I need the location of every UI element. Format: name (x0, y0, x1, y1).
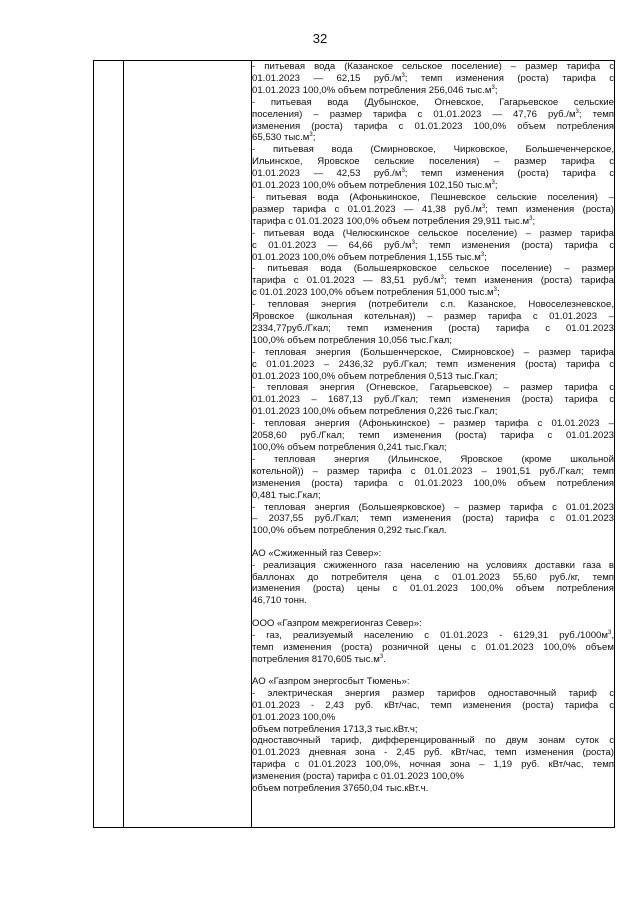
text-line: одноставочный тариф, дифференцированный по двум зонам суток с (252, 735, 614, 747)
text-line: котельной)) – размер тарифа с 01.01.2023 – 1901,51 руб./Гкал; темп (252, 465, 614, 477)
paragraph (252, 548, 614, 560)
paragraph-gap (252, 537, 614, 548)
text-line: размер тарифа с 01.01.2023 — 41,38 $руб./м^3$; темп изменения (роста) (252, 203, 614, 215)
text-line: с 01.01.2023 – 2436,32 руб./Гкал; темп изменения (роста) тарифа с (252, 358, 614, 370)
text-line: 01.01.2023 100,0% объем потребления 102,150 $тыс.м^3$; (252, 180, 498, 192)
paragraph (252, 144, 614, 192)
text-line: 2058,60 руб./Гкал; темп изменения (роста) тарифа с 01.01.2023 (252, 430, 614, 442)
number-cell (94, 61, 124, 828)
text-line: - питьевая вода (Дубынское, Огневское, Гагарьевское сельские (252, 96, 614, 108)
paragraph (252, 228, 614, 264)
text-line: - питьевая вода (Афонькинское, Пешневское сельские поселения) – (252, 191, 614, 203)
text-line: изменения (роста) цены с 01.01.2023 100,0% объем потребления (252, 583, 614, 595)
text-line: 2334,77руб./Гкал; темп изменения (роста) тарифа с 01.01.2023 (252, 322, 614, 334)
text-line: 100,0% объем потребления 10,056 тыс.Гкал; (252, 334, 453, 346)
table-row (94, 61, 615, 828)
text-line: потребления 8170,605 $тыс.м^3$. (252, 653, 386, 665)
text-line: 01.01.2023 — 42,53 $руб./м^3$; темп изменения (роста) тарифа с (252, 168, 614, 180)
text-line: тарифа с 01.01.2023 — 83,51 $руб./м^3$; темп изменения (роста) тарифа (252, 275, 614, 287)
text-line: 01.01.2023 100,0% объем потребления 256,046 $тыс.м^3$; (252, 84, 498, 96)
text-line: - питьевая вода (Смирновское, Чирковское, Большеченчерское, (252, 144, 614, 156)
paragraph (252, 61, 614, 97)
text-line: баллонах до потребителя цена с 01.01.2023 55,60 руб./кг, темп (252, 571, 614, 583)
tariff-description-cell (252, 61, 615, 828)
text-line: - тепловая энергия (Большеярковское) – размер тарифа с 01.01.2023 (252, 501, 614, 513)
measure-cell (124, 61, 252, 828)
paragraph (252, 418, 614, 454)
text-line: объем потребления 1713,3 тыс.кВт.ч; (252, 723, 418, 735)
text-line: - тепловая энергия (Большенчерское, Смирновское) – размер тарифа (252, 346, 614, 358)
text-line: Ильинское, Яровское сельские поселения) – размер тарифа с (252, 156, 614, 168)
text-line: 65,530 $тыс.м^3$; (252, 132, 316, 144)
paragraph (252, 676, 614, 688)
text-line: изменения (роста) тарифа с 01.01.2023 100,0% объем потребления (252, 477, 614, 489)
text-line: объем потребления 37650,04 тыс.кВт.ч. (252, 783, 429, 795)
text-line: - питьевая вода (Челюскинское сельское поселение) – размер тарифа (252, 227, 614, 239)
text-line: 100,0% объем потребления 0,241 тыс.Гкал; (252, 442, 447, 453)
text-line: - тепловая энергия (Афонькинское) – размер тарифа с 01.01.2023 – (252, 418, 614, 430)
paragraph-gap (252, 607, 614, 618)
text-line: 01.01.2023 100,0% (252, 711, 336, 723)
text-line: поселения) – размер тарифа с 01.01.2023 — 47,76 $руб./м^3$; темп (252, 108, 614, 120)
text-line: 0,481 тыс.Гкал; (252, 489, 321, 501)
text-line: - реализация сжиженного газа населению на условиях доставки газа в (252, 559, 614, 571)
text-line: - электрическая энергия размер тарифов одноставочный тариф с (252, 687, 614, 699)
text-line: изменения (роста) тарифа с 01.01.2023 100,0% объем потребления (252, 120, 614, 132)
text-line: АО «Сжиженный газ Север»: (252, 547, 382, 559)
text-line: Яровское (школьная котельная)) – размер тарифа с 01.01.2023 – (252, 311, 614, 323)
text-line: тарифа с 01.01.2023 100,0%, ночная зона – 1,19 руб. кВт/час, темп (252, 759, 614, 771)
text-line: 01.01.2023 дневная зона - 2,45 руб. кВт/час, темп изменения (роста) (252, 747, 614, 759)
text-line: 01.01.2023 – 1687,13 руб./Гкал; темп изменения (роста) тарифа с (252, 394, 614, 406)
text-line: - питьевая вода (Большеярковское сельское поселение) – размер (252, 263, 614, 275)
text-line: с 01.01.2023 — 64,66 $руб./м^3$; темп изменения (роста) тарифа с (252, 239, 614, 251)
text-line: темп изменения (роста) розничной цены с 01.01.2023 100,0% объем (252, 641, 614, 653)
paragraph (252, 735, 614, 783)
page-number: 32 (312, 31, 328, 46)
text-line: ООО «Газпром межрегионгаз Север»: (252, 617, 422, 629)
paragraph (252, 299, 614, 347)
paragraph-gap (252, 665, 614, 676)
text-line: изменения (роста) тарифа с 01.01.2023 100,0% (252, 771, 464, 783)
paragraph (252, 382, 614, 418)
text-line: 100,0% объем потребления 0,292 тыс.Гкал. (252, 525, 447, 537)
text-line: с 01.01.2023 100,0% объем потребления 51,000 $тыс.м^3$; (252, 287, 500, 299)
paragraph (252, 347, 614, 383)
paragraph (252, 783, 614, 795)
text-line: 46,710 тонн. (252, 595, 307, 607)
paragraph (252, 688, 614, 724)
text-line: 01.01.2023 100,0% объем потребления 0,226 тыс.Гкал; (252, 406, 498, 418)
text-line: 01.01.2023 100,0% объем потребления 0,513 тыс.Гкал; (252, 370, 498, 382)
paragraph (252, 724, 614, 736)
tariff-table (93, 60, 615, 828)
paragraph (252, 263, 614, 299)
text-line: тарифа с 01.01.2023 100,0% объем потребления 29,911 $тыс.м^3$; (252, 215, 536, 227)
text-line: АО «Газпром энергосбыт Тюмень»: (252, 675, 410, 687)
paragraph (252, 618, 614, 630)
text-line: – 2037,55 руб./Гкал; темп изменения (роста) тарифа с 01.01.2023 (252, 513, 614, 525)
paragraph (252, 560, 614, 608)
paragraph (252, 192, 614, 228)
text-line: - газ, реализуемый населению с 01.01.2023 - 6129,31 $руб./1000м^3$, (252, 629, 614, 641)
text-line: 01.01.2023 - 2,43 руб. кВт/час, темп изменения (роста) тарифа с (252, 699, 614, 711)
paragraph (252, 502, 614, 538)
text-line: - тепловая энергия (Ильинское, Яровское (кроме школьной (252, 453, 614, 465)
paragraph (252, 454, 614, 502)
text-line: 01.01.2023 100,0% объем потребления 1,155 $тыс.м^3$; (252, 251, 487, 263)
text-line: - тепловая энергия (Огневское, Гагарьевское) – размер тарифа с (252, 382, 614, 394)
text-line: - тепловая энергия (потребители с.п. Казанское, Новоселезневское, (252, 299, 614, 311)
paragraph (252, 630, 614, 666)
text-line: - питьевая вода (Казанское сельское поселение) – размер тарифа с (252, 61, 614, 72)
tariff-text (252, 61, 614, 795)
paragraph (252, 97, 614, 145)
text-line: 01.01.2023 — 62,15 $руб./м^3$; темп изменения (роста) тарифа с (252, 72, 614, 84)
